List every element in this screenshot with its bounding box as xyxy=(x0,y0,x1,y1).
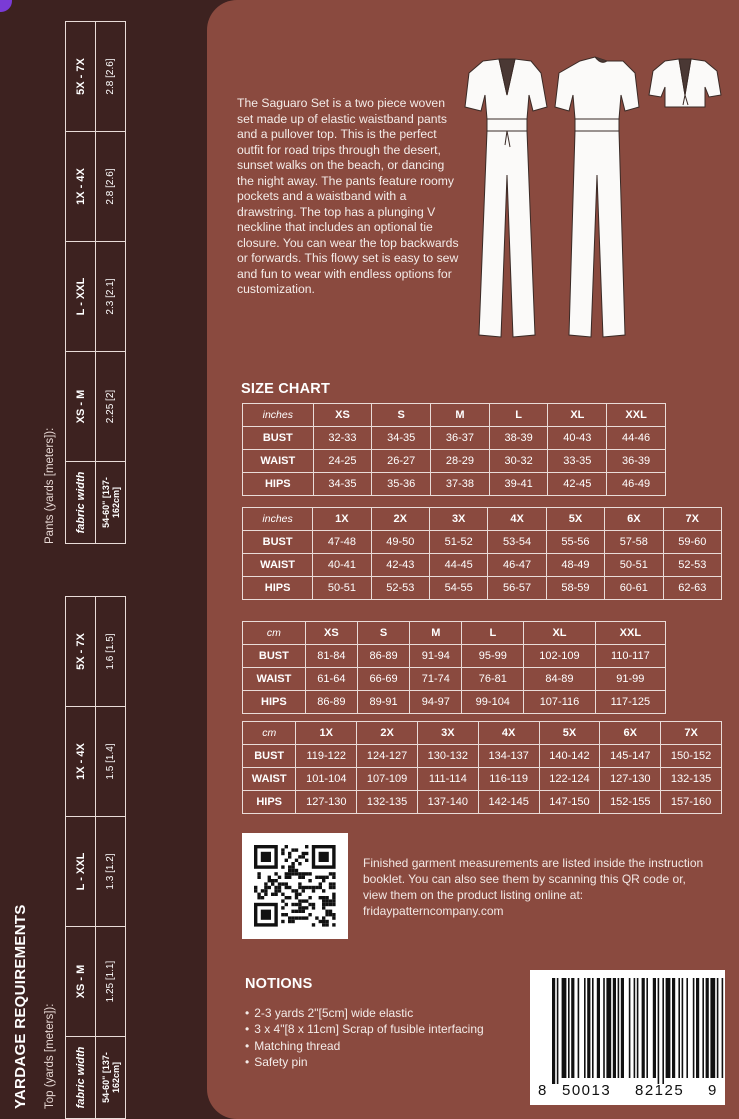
measurement-value: 107-109 xyxy=(357,768,418,791)
measurement-value: 42-45 xyxy=(548,473,607,496)
measurement-row xyxy=(243,577,722,600)
measurement-value: 101-104 xyxy=(296,768,357,791)
measurement-value: 95-99 xyxy=(462,645,524,668)
measurement-value: 86-89 xyxy=(305,691,357,714)
measurement-value: 142-145 xyxy=(478,791,539,814)
measurement-value: 33-35 xyxy=(548,450,607,473)
size-header: 5X - 7X xyxy=(66,22,96,132)
measurement-value: 94-97 xyxy=(410,691,462,714)
top-yardage-table xyxy=(65,596,126,1119)
measurement-value: 66-69 xyxy=(357,668,409,691)
size-column-header: 2X xyxy=(371,508,429,531)
size-header: 1X - 4X xyxy=(66,707,96,817)
measurement-value: 34-35 xyxy=(313,473,372,496)
measurement-value: 76-81 xyxy=(462,668,524,691)
size-column-header: S xyxy=(372,404,431,427)
measurement-value: 38-39 xyxy=(489,427,548,450)
notion-item: • Matching thread xyxy=(245,1038,484,1054)
measurement-value: 50-51 xyxy=(313,577,371,600)
measurement-value: 46-47 xyxy=(488,554,546,577)
size-header-row xyxy=(243,622,666,645)
measurement-value: 44-45 xyxy=(429,554,487,577)
size-column-header: XS xyxy=(305,622,357,645)
measurement-value: 51-52 xyxy=(429,531,487,554)
size-column-header: XL xyxy=(524,622,595,645)
barcode-digit: 50013 xyxy=(562,1082,612,1099)
yardage-title: YARDAGE REQUIREMENTS xyxy=(12,904,29,1109)
measurement-value: 89-91 xyxy=(357,691,409,714)
measurement-value: 40-41 xyxy=(313,554,371,577)
size-column-header: 5X xyxy=(539,722,600,745)
jumpsuit-front-illustration xyxy=(465,59,547,337)
unit-label: inches xyxy=(243,404,314,427)
measurement-value: 34-35 xyxy=(372,427,431,450)
measurement-value: 28-29 xyxy=(431,450,490,473)
measurement-value: 134-137 xyxy=(478,745,539,768)
measurement-value: 116-119 xyxy=(478,768,539,791)
yardage-value: 1.5 [1.4] xyxy=(96,707,126,817)
notions-title: NOTIONS xyxy=(245,976,313,992)
measurement-value: 37-38 xyxy=(431,473,490,496)
product-description: The Saguaro Set is a two piece woven set made up of elastic waistband pants and a pullover top. This is the perfect outfit for road trips through the desert, sunset walks on the beach, or dancing the night away. The pants feature roomy pockets and a waistband with a drawstring. The top has a plunging V neckline that includes an optional tie closure. You can wear the top backwards or forwards. This flowy set is easy to sew and fun to wear with endless options for customization. xyxy=(237,96,459,296)
measurement-value: 145-147 xyxy=(600,745,661,768)
measurement-value: 84-89 xyxy=(524,668,595,691)
size-header-row xyxy=(243,508,722,531)
measurement-value: 60-61 xyxy=(605,577,663,600)
pants-yardage-label: Pants (yards [meters]): xyxy=(44,427,56,544)
crop-top-illustration xyxy=(649,59,721,107)
size-column-header: 3X xyxy=(429,508,487,531)
top-yardage-label: Top (yards [meters]): xyxy=(44,1003,56,1109)
yardage-section xyxy=(0,0,215,1119)
measurement-value: 36-39 xyxy=(607,450,666,473)
measurement-value: 44-46 xyxy=(607,427,666,450)
unit-label: cm xyxy=(243,622,306,645)
measurement-value: 91-99 xyxy=(595,668,665,691)
yardage-value: 2.8 [2.6] xyxy=(96,132,126,242)
size-header: L - XXL xyxy=(66,817,96,927)
size-column-header: XL xyxy=(548,404,607,427)
size-column-header: M xyxy=(410,622,462,645)
measurement-row xyxy=(243,691,666,714)
measurement-value: 140-142 xyxy=(539,745,600,768)
barcode-image xyxy=(530,970,725,1105)
size-column-header: M xyxy=(431,404,490,427)
measurement-value: 110-117 xyxy=(595,645,665,668)
pants-yardage-table xyxy=(65,21,126,544)
size-table-cm-standard xyxy=(242,621,666,714)
measurement-value: 32-33 xyxy=(313,427,372,450)
size-column-header: 4X xyxy=(478,722,539,745)
measurement-value: 56-57 xyxy=(488,577,546,600)
size-column-header: 7X xyxy=(663,508,721,531)
measurement-value: 26-27 xyxy=(372,450,431,473)
size-table-inches-plus xyxy=(242,507,722,600)
measurement-row xyxy=(243,554,722,577)
measurement-value: 102-109 xyxy=(524,645,595,668)
unit-label: inches xyxy=(243,508,313,531)
measurement-value: 58-59 xyxy=(546,577,604,600)
measurement-label: WAIST xyxy=(243,554,313,577)
size-header-row xyxy=(243,404,666,427)
measurement-value: 39-41 xyxy=(489,473,548,496)
measurement-row xyxy=(243,745,722,768)
measurement-value: 107-116 xyxy=(524,691,595,714)
qr-description: Finished garment measurements are listed inside the instruction booklet. You can also see them by scanning this QR code or, view them on the product listing online at: fridaypatterncompany.com xyxy=(363,856,704,918)
size-column-header: XXL xyxy=(595,622,665,645)
measurement-value: 54-55 xyxy=(429,577,487,600)
jumpsuit-back-illustration xyxy=(555,57,639,337)
size-column-header: 1X xyxy=(313,508,371,531)
fabric-width-header: fabric width xyxy=(66,1037,96,1119)
measurement-row xyxy=(243,427,666,450)
size-column-header: S xyxy=(357,622,409,645)
fabric-width-value: 54-60" [137-162cm] xyxy=(96,1037,126,1119)
measurement-label: BUST xyxy=(243,745,296,768)
measurement-value: 132-135 xyxy=(661,768,722,791)
measurement-value: 30-32 xyxy=(489,450,548,473)
fabric-width-value: 54-60" [137-162cm] xyxy=(96,462,126,544)
measurement-value: 157-160 xyxy=(661,791,722,814)
measurement-label: HIPS xyxy=(243,473,314,496)
size-column-header: XXL xyxy=(607,404,666,427)
fabric-width-header: fabric width xyxy=(66,462,96,544)
measurement-label: BUST xyxy=(243,427,314,450)
measurement-value: 36-37 xyxy=(431,427,490,450)
measurement-value: 40-43 xyxy=(548,427,607,450)
measurement-value: 55-56 xyxy=(546,531,604,554)
measurement-value: 152-155 xyxy=(600,791,661,814)
size-header: 5X - 7X xyxy=(66,597,96,707)
measurement-value: 71-74 xyxy=(410,668,462,691)
notions-list xyxy=(245,1005,484,1070)
size-column-header: 2X xyxy=(357,722,418,745)
size-column-header: XS xyxy=(313,404,372,427)
size-header: XS - M xyxy=(66,927,96,1037)
measurement-value: 124-127 xyxy=(357,745,418,768)
measurement-value: 46-49 xyxy=(607,473,666,496)
size-column-header: 1X xyxy=(296,722,357,745)
garment-illustrations xyxy=(455,55,730,345)
measurement-value: 150-152 xyxy=(661,745,722,768)
size-header: L - XXL xyxy=(66,242,96,352)
measurement-value: 119-122 xyxy=(296,745,357,768)
measurement-row xyxy=(243,645,666,668)
measurement-value: 111-114 xyxy=(417,768,478,791)
size-column-header: 5X xyxy=(546,508,604,531)
yardage-value: 2.8 [2.6] xyxy=(96,22,126,132)
measurement-row xyxy=(243,531,722,554)
yardage-value: 1.25 [1.1] xyxy=(96,927,126,1037)
yardage-value: 2.3 [2.1] xyxy=(96,242,126,352)
measurement-value: 122-124 xyxy=(539,768,600,791)
yardage-value: 2.25 [2] xyxy=(96,352,126,462)
measurement-value: 91-94 xyxy=(410,645,462,668)
qr-code[interactable] xyxy=(242,833,348,939)
measurement-label: HIPS xyxy=(243,791,296,814)
measurement-value: 53-54 xyxy=(488,531,546,554)
barcode-digit: 82125 xyxy=(635,1082,685,1099)
measurement-value: 137-140 xyxy=(417,791,478,814)
measurement-value: 132-135 xyxy=(357,791,418,814)
measurement-value: 50-51 xyxy=(605,554,663,577)
measurement-row xyxy=(243,473,666,496)
measurement-value: 35-36 xyxy=(372,473,431,496)
size-column-header: 4X xyxy=(488,508,546,531)
size-chart-title: SIZE CHART xyxy=(241,381,330,397)
measurement-value: 127-130 xyxy=(600,768,661,791)
measurement-value: 52-53 xyxy=(663,554,721,577)
barcode-digit: 8 xyxy=(538,1082,547,1099)
size-column-header: 7X xyxy=(661,722,722,745)
measurement-label: HIPS xyxy=(243,577,313,600)
measurement-value: 99-104 xyxy=(462,691,524,714)
measurement-value: 117-125 xyxy=(595,691,665,714)
measurement-value: 130-132 xyxy=(417,745,478,768)
unit-label: cm xyxy=(243,722,296,745)
measurement-label: BUST xyxy=(243,531,313,554)
measurement-label: WAIST xyxy=(243,668,306,691)
measurement-value: 24-25 xyxy=(313,450,372,473)
size-header-row xyxy=(243,722,722,745)
measurement-row xyxy=(243,791,722,814)
size-column-header: L xyxy=(489,404,548,427)
measurement-value: 86-89 xyxy=(357,645,409,668)
size-column-header: 3X xyxy=(417,722,478,745)
measurement-value: 48-49 xyxy=(546,554,604,577)
measurement-row xyxy=(243,450,666,473)
size-table-inches-standard xyxy=(242,403,666,496)
measurement-value: 49-50 xyxy=(371,531,429,554)
measurement-value: 59-60 xyxy=(663,531,721,554)
yardage-value: 1.3 [1.2] xyxy=(96,817,126,927)
measurement-label: HIPS xyxy=(243,691,306,714)
size-header: XS - M xyxy=(66,352,96,462)
size-table-cm-plus xyxy=(242,721,722,814)
measurement-value: 42-43 xyxy=(371,554,429,577)
measurement-label: BUST xyxy=(243,645,306,668)
measurement-value: 52-53 xyxy=(371,577,429,600)
measurement-label: WAIST xyxy=(243,450,314,473)
yardage-value: 1.6 [1.5] xyxy=(96,597,126,707)
notion-item: • 2-3 yards 2"[5cm] wide elastic xyxy=(245,1005,484,1021)
size-column-header: 6X xyxy=(600,722,661,745)
size-column-header: L xyxy=(462,622,524,645)
size-header: 1X - 4X xyxy=(66,132,96,242)
measurement-label: WAIST xyxy=(243,768,296,791)
measurement-value: 81-84 xyxy=(305,645,357,668)
barcode-digit: 9 xyxy=(708,1082,717,1099)
measurement-value: 127-130 xyxy=(296,791,357,814)
size-column-header: 6X xyxy=(605,508,663,531)
measurement-row xyxy=(243,768,722,791)
measurement-value: 61-64 xyxy=(305,668,357,691)
measurement-row xyxy=(243,668,666,691)
barcode xyxy=(530,970,725,1105)
measurement-value: 62-63 xyxy=(663,577,721,600)
measurement-value: 47-48 xyxy=(313,531,371,554)
qr-code-image xyxy=(242,833,348,939)
notion-item: • 3 x 4"[8 x 11cm] Scrap of fusible interfacing xyxy=(245,1021,484,1037)
measurement-value: 57-58 xyxy=(605,531,663,554)
notion-item: • Safety pin xyxy=(245,1054,484,1070)
measurement-value: 147-150 xyxy=(539,791,600,814)
